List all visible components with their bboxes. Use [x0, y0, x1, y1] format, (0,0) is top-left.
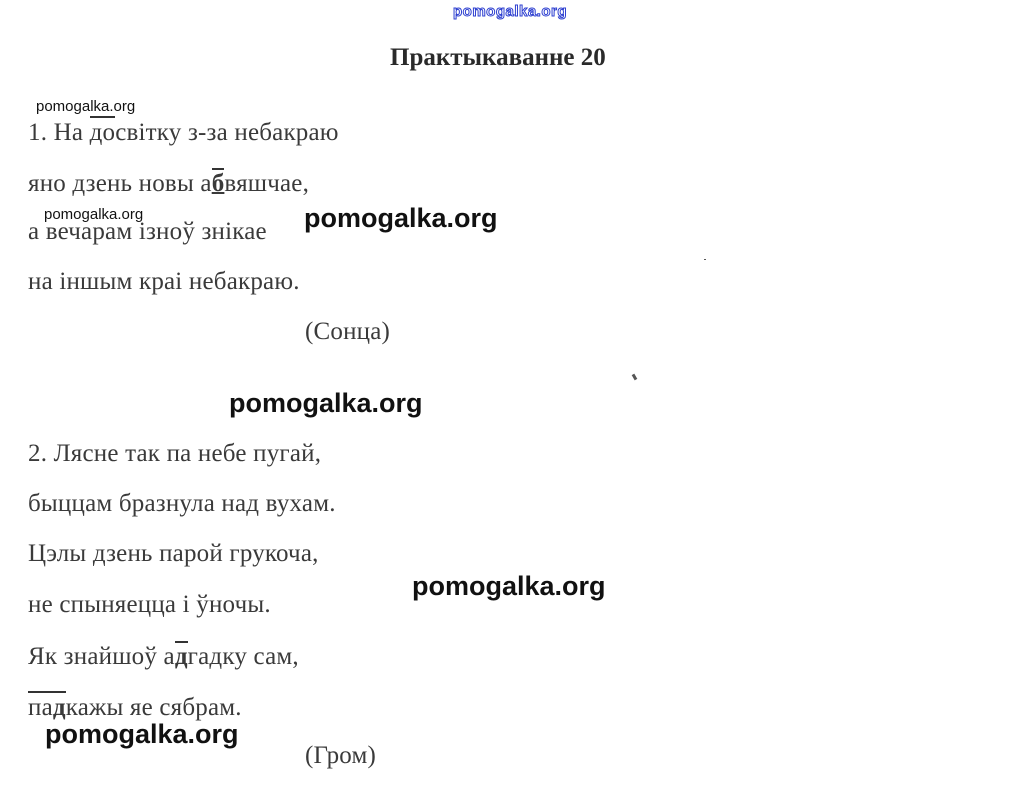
- scan-speck: [704, 259, 706, 260]
- riddle2-answer: (Гром): [305, 742, 377, 769]
- watermark-big: pomogalka.org: [304, 203, 498, 233]
- watermark-small: pomogalka.org: [36, 98, 136, 115]
- morpheme-prefix-mark: пад: [28, 691, 66, 722]
- letter-highlight-mark: б: [211, 170, 225, 197]
- riddle1-line: а вечарам ізноў знікае: [28, 218, 267, 245]
- riddle1-line: 1. На досвітку з-за небакраю: [28, 116, 339, 147]
- watermark-top: pomogalka.org: [453, 3, 568, 20]
- riddle1-answer: (Сонца): [305, 318, 391, 345]
- letter-highlight-mark: д: [174, 643, 188, 670]
- watermark-big: pomogalka.org: [412, 571, 606, 601]
- riddle1-line: яно дзень новы абвяшчае,: [28, 170, 310, 197]
- riddle2-line: Цэлы дзень парой грукоча,: [28, 540, 319, 567]
- page-title: Практыкаванне 20: [390, 44, 606, 71]
- scan-speck: [632, 374, 638, 381]
- watermark-big: pomogalka.org: [229, 388, 423, 418]
- riddle2-line: 2. Лясне так па небе пугай,: [28, 440, 322, 467]
- watermark-small: pomogalka.org: [44, 206, 144, 223]
- riddle2-line: быццам бразнула над вухам.: [28, 490, 336, 517]
- riddle2-line: не спыняецца і ўночы.: [28, 591, 271, 618]
- riddle1-line: на іншым краі небакраю.: [28, 268, 300, 295]
- riddle2-line: падкажы яе сябрам.: [28, 691, 242, 722]
- morpheme-prefix-mark: до: [90, 116, 116, 147]
- riddle2-line: Як знайшоў адгадку сам,: [28, 643, 299, 670]
- letter-highlight-mark: д: [52, 694, 66, 721]
- watermark-big: pomogalka.org: [45, 719, 239, 749]
